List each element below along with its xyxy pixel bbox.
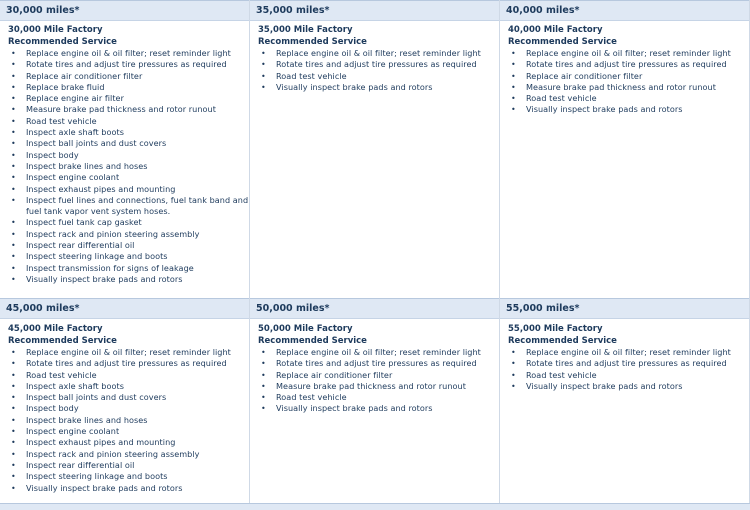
service-item: • Visually inspect brake pads and rotors bbox=[508, 104, 750, 115]
service-subtitle: Recommended Service bbox=[508, 336, 617, 346]
service-item: • Visually inspect brake pads and rotors bbox=[258, 82, 500, 93]
service-item: • Replace air conditioner filter bbox=[8, 71, 250, 82]
service-item: • Inspect brake lines and hoses bbox=[8, 415, 250, 426]
service-item: • Inspect engine coolant bbox=[8, 426, 250, 437]
service-item: • Road test vehicle bbox=[8, 116, 250, 127]
service-item: • Inspect body bbox=[8, 150, 250, 161]
service-item: • Road test vehicle bbox=[8, 370, 250, 381]
service-title: 45,000 Mile Factory bbox=[8, 324, 103, 334]
service-item: • Road test vehicle bbox=[508, 370, 750, 381]
service-item: • Rotate tires and adjust tire pressures as required bbox=[508, 59, 750, 70]
service-subtitle: Recommended Service bbox=[508, 37, 617, 47]
column-divider bbox=[499, 0, 500, 503]
mileage-header: 30,000 miles* bbox=[6, 5, 80, 16]
service-item: • Rotate tires and adjust tire pressures as required bbox=[258, 59, 500, 70]
service-item: • Inspect engine coolant bbox=[8, 172, 250, 183]
mileage-header: 55,000 miles* bbox=[506, 303, 580, 314]
service-item: • Inspect exhaust pipes and mounting bbox=[8, 184, 250, 195]
service-item: • Rotate tires and adjust tire pressures as required bbox=[8, 59, 250, 70]
service-item: • Inspect axle shaft boots bbox=[8, 127, 250, 138]
service-list bbox=[8, 347, 250, 494]
service-column bbox=[500, 20, 750, 116]
service-item: • Road test vehicle bbox=[258, 71, 500, 82]
service-item: • Replace brake fluid bbox=[8, 82, 250, 93]
service-list bbox=[508, 347, 750, 392]
service-item: • Visually inspect brake pads and rotors bbox=[8, 274, 250, 285]
mileage-header: 45,000 miles* bbox=[6, 303, 80, 314]
service-column bbox=[500, 319, 750, 392]
service-item: • Replace engine oil & oil filter; reset reminder light bbox=[8, 48, 250, 59]
service-item: • Replace engine oil & oil filter; reset reminder light bbox=[258, 347, 500, 358]
service-title: 35,000 Mile Factory bbox=[258, 25, 353, 35]
service-item: • Inspect body bbox=[8, 403, 250, 414]
service-item: • Road test vehicle bbox=[258, 392, 500, 403]
service-title: 30,000 Mile Factory bbox=[8, 25, 103, 35]
service-column bbox=[0, 20, 250, 285]
service-item: • Replace engine oil & oil filter; reset reminder light bbox=[258, 48, 500, 59]
service-item: • Inspect rear differential oil bbox=[8, 240, 250, 251]
service-item: • Replace engine air filter bbox=[8, 93, 250, 104]
service-item: • Replace engine oil & oil filter; reset reminder light bbox=[508, 48, 750, 59]
service-item: • Inspect exhaust pipes and mounting bbox=[8, 437, 250, 448]
service-item: • Measure brake pad thickness and rotor runout bbox=[258, 381, 500, 392]
service-list bbox=[8, 48, 250, 285]
service-item: • Measure brake pad thickness and rotor runout bbox=[8, 104, 250, 115]
service-item: • Inspect ball joints and dust covers bbox=[8, 138, 250, 149]
service-item: • Replace engine oil & oil filter; reset reminder light bbox=[8, 347, 250, 358]
service-subtitle: Recommended Service bbox=[8, 336, 117, 346]
service-item: • Rotate tires and adjust tire pressures as required bbox=[508, 358, 750, 369]
mileage-header: 35,000 miles* bbox=[256, 5, 330, 16]
service-item: • Inspect rear differential oil bbox=[8, 460, 250, 471]
service-item: • Rotate tires and adjust tire pressures as required bbox=[258, 358, 500, 369]
service-title: 55,000 Mile Factory bbox=[508, 324, 603, 334]
service-list bbox=[258, 48, 500, 93]
service-list bbox=[258, 347, 500, 415]
service-subtitle: Recommended Service bbox=[258, 37, 367, 47]
mileage-header-row bbox=[0, 0, 750, 21]
service-item: • Replace air conditioner filter bbox=[508, 71, 750, 82]
mileage-header-row bbox=[0, 298, 750, 319]
service-item: • Inspect rack and pinion steering assembly bbox=[8, 449, 250, 460]
service-title: 40,000 Mile Factory bbox=[508, 25, 603, 35]
column-divider bbox=[249, 0, 250, 503]
service-item: • Inspect fuel lines and connections, fuel tank band and fuel tank vapor vent system hoses. bbox=[8, 195, 250, 218]
service-item: • Replace air conditioner filter bbox=[258, 370, 500, 381]
service-subtitle: Recommended Service bbox=[258, 336, 367, 346]
service-item: • Inspect ball joints and dust covers bbox=[8, 392, 250, 403]
service-item: • Visually inspect brake pads and rotors bbox=[258, 403, 500, 414]
service-item: • Visually inspect brake pads and rotors bbox=[508, 381, 750, 392]
service-item: • Inspect transmission for signs of leakage bbox=[8, 263, 250, 274]
service-item: • Inspect axle shaft boots bbox=[8, 381, 250, 392]
service-item: • Inspect steering linkage and boots bbox=[8, 251, 250, 262]
service-title: 50,000 Mile Factory bbox=[258, 324, 353, 334]
service-item: • Inspect fuel tank cap gasket bbox=[8, 217, 250, 228]
service-item: • Inspect steering linkage and boots bbox=[8, 471, 250, 482]
service-item: • Inspect brake lines and hoses bbox=[8, 161, 250, 172]
mileage-header: 50,000 miles* bbox=[256, 303, 330, 314]
service-item: • Road test vehicle bbox=[508, 93, 750, 104]
service-subtitle: Recommended Service bbox=[8, 37, 117, 47]
service-list bbox=[508, 48, 750, 116]
service-column bbox=[0, 319, 250, 494]
service-item: • Measure brake pad thickness and rotor runout bbox=[508, 82, 750, 93]
service-column bbox=[250, 319, 500, 415]
service-item: • Replace engine oil & oil filter; reset reminder light bbox=[508, 347, 750, 358]
service-column bbox=[250, 20, 500, 93]
service-item: • Visually inspect brake pads and rotors bbox=[8, 483, 250, 494]
mileage-header: 40,000 miles* bbox=[506, 5, 580, 16]
service-item: • Inspect rack and pinion steering assembly bbox=[8, 229, 250, 240]
service-item: • Rotate tires and adjust tire pressures as required bbox=[8, 358, 250, 369]
